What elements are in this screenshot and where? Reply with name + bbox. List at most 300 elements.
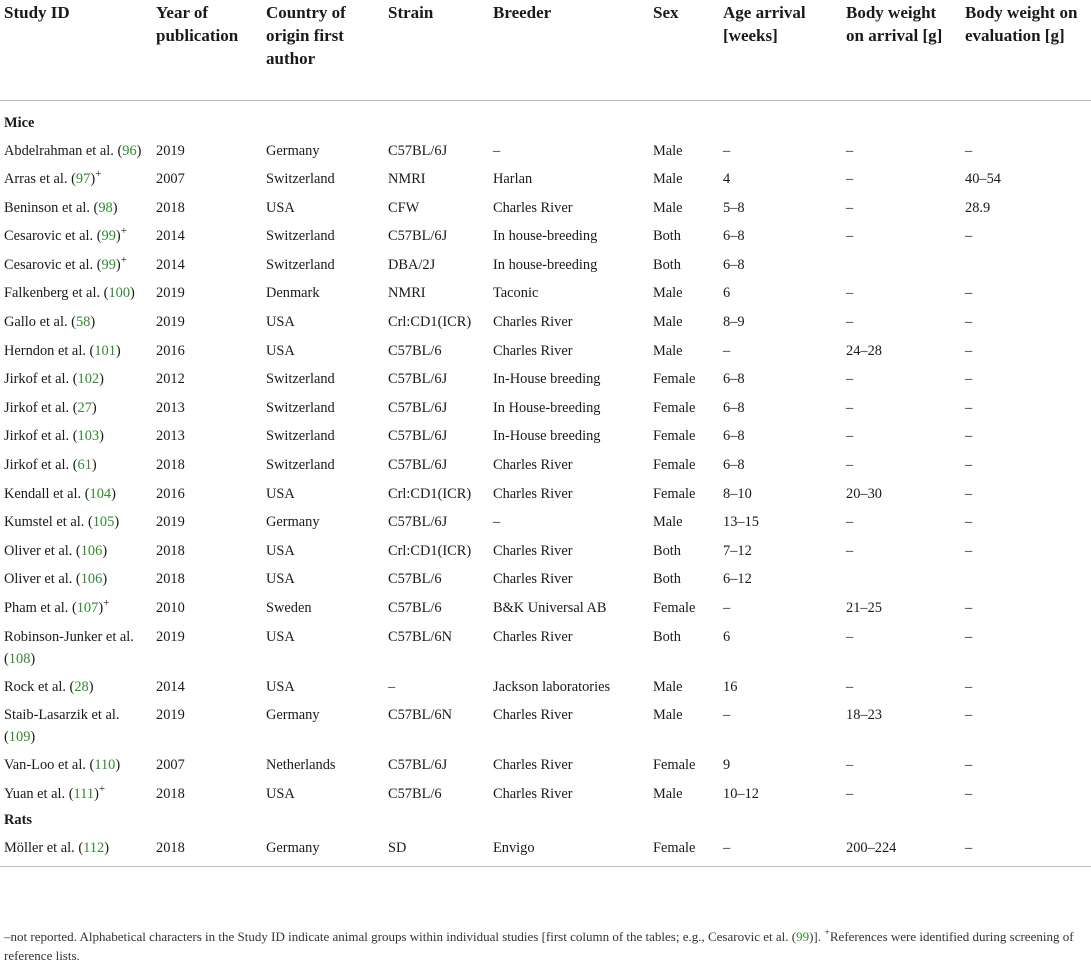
table-cell: – bbox=[846, 428, 854, 445]
table-cell: USA bbox=[266, 314, 295, 331]
table-cell: Male bbox=[653, 199, 683, 216]
study-author: Staib-Lasarzik et al. bbox=[4, 707, 120, 724]
study-id-cell: Beninson et al. (98) bbox=[4, 199, 118, 216]
study-author: Jirkof et al. bbox=[4, 371, 70, 388]
table-row bbox=[0, 448, 1091, 477]
table-cell: Both bbox=[653, 228, 681, 245]
table-cell: – bbox=[965, 314, 973, 331]
table-cell: Male bbox=[653, 342, 683, 359]
table-cell: – bbox=[846, 514, 854, 531]
reference-link[interactable]: 104 bbox=[89, 485, 112, 502]
study-id-cell: Kendall et al. (104) bbox=[4, 485, 116, 502]
reference-link[interactable]: 106 bbox=[80, 542, 103, 559]
table-cell: 6–8 bbox=[723, 399, 745, 416]
table-cell: In house-breeding bbox=[493, 228, 598, 245]
table-cell: USA bbox=[266, 342, 295, 359]
reference-link[interactable]: 103 bbox=[77, 428, 100, 445]
table-cell: Female bbox=[653, 457, 696, 474]
study-author: Jirkof et al. bbox=[4, 457, 70, 474]
table-cell: 24–28 bbox=[846, 342, 882, 359]
table-row bbox=[0, 534, 1091, 563]
table-cell: 2016 bbox=[156, 342, 185, 359]
table-header bbox=[0, 0, 1091, 100]
table-cell: – bbox=[723, 342, 731, 359]
table-cell: Crl:CD1(ICR) bbox=[388, 314, 472, 331]
study-author: Falkenberg et al. bbox=[4, 285, 101, 302]
study-author: Oliver et al. bbox=[4, 571, 73, 588]
table-cell: 9 bbox=[723, 757, 731, 774]
table-cell: C57BL/6J bbox=[388, 428, 448, 445]
table-cell: Germany bbox=[262, 831, 384, 866]
reference-link[interactable]: 101 bbox=[94, 342, 116, 359]
table-cell: USA bbox=[266, 485, 295, 502]
table-cell bbox=[961, 248, 1091, 277]
table-cell: – bbox=[846, 785, 854, 802]
table-cell: – bbox=[965, 142, 973, 159]
table-row bbox=[0, 134, 1091, 163]
table-cell: In house-breeding bbox=[493, 256, 598, 273]
table-cell: – bbox=[965, 399, 973, 416]
table-cell: – bbox=[965, 707, 973, 724]
table-cell: – bbox=[965, 285, 973, 302]
study-author: Pham et al. bbox=[4, 600, 69, 616]
table-cell: 6–8 bbox=[723, 228, 745, 245]
table-cell: Male bbox=[653, 285, 683, 302]
column-header: Age arrival [weeks] bbox=[719, 0, 842, 100]
table-cell: 2014 bbox=[156, 228, 185, 245]
table-row bbox=[0, 191, 1091, 220]
table-cell: In House-breeding bbox=[493, 399, 601, 416]
table-cell: – bbox=[846, 628, 854, 645]
footnote-reference-link[interactable]: 99 bbox=[796, 929, 810, 944]
table-cell: Charles River bbox=[493, 628, 573, 645]
plus-marker: + bbox=[103, 597, 110, 610]
table-cell: – bbox=[965, 628, 973, 645]
table-cell: Both bbox=[653, 542, 681, 559]
study-id-cell: Falkenberg et al. (100) bbox=[4, 285, 135, 302]
reference-link[interactable]: 99 bbox=[101, 256, 116, 273]
column-header: Body weight on arrival [g] bbox=[842, 0, 961, 100]
table-cell: C57BL/6N bbox=[388, 628, 452, 645]
study-id-cell: Herndon et al. (101) bbox=[4, 342, 121, 359]
table-cell: – bbox=[846, 399, 854, 416]
table-cell: Charles River bbox=[493, 571, 573, 588]
table-cell: 2013 bbox=[156, 428, 185, 445]
table-cell: 2016 bbox=[156, 485, 185, 502]
table-cell: Both bbox=[653, 571, 681, 588]
study-author: Kendall et al. bbox=[4, 485, 82, 502]
table-cell: Female bbox=[653, 428, 696, 445]
table-cell: In-House breeding bbox=[493, 428, 601, 445]
table-cell: 2019 bbox=[156, 514, 185, 531]
table-cell: – bbox=[846, 228, 854, 245]
table-cell: C57BL/6N bbox=[388, 707, 452, 724]
table-cell: C57BL/6 bbox=[388, 342, 442, 359]
table-cell: – bbox=[965, 457, 973, 474]
table-cell: NMRI bbox=[388, 171, 426, 188]
table-cell: 2018 bbox=[156, 457, 185, 474]
column-header: Breeder bbox=[489, 0, 649, 100]
study-author: Möller et al. bbox=[4, 840, 75, 857]
table-cell: Switzerland bbox=[266, 371, 335, 388]
study-author: Cesarovic et al. bbox=[4, 256, 94, 273]
plus-marker: + bbox=[95, 168, 102, 181]
table-cell: – bbox=[965, 785, 973, 802]
table-cell: Switzerland bbox=[266, 228, 335, 245]
table-cell: CFW bbox=[388, 199, 420, 216]
section-label: Mice bbox=[4, 114, 35, 131]
table-cell: 10–12 bbox=[723, 785, 759, 802]
table-cell: – bbox=[965, 371, 973, 388]
study-author: Abdelrahman et al. bbox=[4, 142, 114, 159]
table-cell: – bbox=[719, 831, 842, 866]
study-author: Herndon et al. bbox=[4, 342, 86, 359]
study-author: Jirkof et al. bbox=[4, 428, 70, 445]
table-cell: 16 bbox=[723, 678, 738, 695]
reference-link[interactable]: 105 bbox=[92, 514, 115, 531]
study-id-cell: Rock et al. (28) bbox=[4, 678, 94, 695]
table-cell: – bbox=[846, 757, 854, 774]
table-cell: 7–12 bbox=[723, 542, 752, 559]
reference-link[interactable]: 97 bbox=[75, 171, 91, 188]
footnote-text-2: )]. bbox=[809, 929, 825, 944]
table-cell: Switzerland bbox=[266, 399, 335, 416]
table-row bbox=[0, 670, 1091, 699]
table-cell: Female bbox=[653, 600, 696, 616]
table-cell: Male bbox=[653, 785, 683, 802]
table-row bbox=[0, 276, 1091, 305]
table-cell: Charles River bbox=[493, 785, 573, 802]
table-cell: C57BL/6J bbox=[388, 399, 448, 416]
reference-link[interactable]: 27 bbox=[77, 399, 92, 416]
study-id-cell: Jirkof et al. (103) bbox=[4, 428, 104, 445]
table-cell: – bbox=[961, 831, 1091, 866]
table-cell: B&K Universal AB bbox=[493, 600, 607, 616]
study-author: Yuan et al. bbox=[4, 785, 66, 802]
plus-marker: + bbox=[120, 254, 127, 267]
table-cell: – bbox=[965, 757, 973, 774]
reference-link[interactable]: 58 bbox=[75, 314, 91, 331]
table-cell: – bbox=[493, 514, 501, 531]
table-cell: 13–15 bbox=[723, 514, 759, 531]
study-id-cell: Jirkof et al. (27) bbox=[4, 399, 97, 416]
footnote-text-1: –not reported. Alphabetical characters in the Study ID indicate animal groups within individual studies [first column of the tables; e.g., Cesarovic et al. ( bbox=[4, 929, 797, 944]
table-cell: – bbox=[965, 514, 973, 531]
table-cell: Taconic bbox=[493, 285, 539, 302]
table-cell: USA bbox=[266, 542, 295, 559]
table-cell: C57BL/6 bbox=[388, 600, 442, 616]
table-cell: 6–8 bbox=[723, 371, 745, 388]
table-row bbox=[0, 505, 1091, 534]
table-cell: – bbox=[388, 678, 396, 695]
study-id-cell: Oliver et al. (106) bbox=[4, 542, 108, 559]
table-cell: – bbox=[846, 285, 854, 302]
table-cell: Female bbox=[653, 399, 696, 416]
table-cell: 20–30 bbox=[846, 485, 882, 502]
reference-link[interactable]: 96 bbox=[122, 142, 137, 159]
study-author: Robinson-Junker et al. bbox=[4, 628, 134, 645]
section-row bbox=[0, 805, 1091, 831]
table-cell: 2018 bbox=[152, 831, 262, 866]
reference-link[interactable]: 109 bbox=[8, 729, 31, 746]
table-row bbox=[0, 698, 1091, 748]
table-cell: In-House breeding bbox=[493, 371, 601, 388]
table-row bbox=[0, 162, 1091, 191]
footnote-text-3: References were identified during screening of reference lists. bbox=[4, 929, 1074, 963]
table-cell: Charles River bbox=[493, 314, 573, 331]
reference-link[interactable]: 107 bbox=[76, 600, 99, 616]
table-cell: Female bbox=[653, 757, 696, 774]
reference-link[interactable]: 112 bbox=[83, 840, 105, 857]
table-cell: USA bbox=[266, 678, 295, 695]
table-cell: Crl:CD1(ICR) bbox=[388, 542, 472, 559]
study-author: Oliver et al. bbox=[4, 542, 73, 559]
table-cell: Charles River bbox=[493, 707, 573, 724]
table-cell: C57BL/6J bbox=[388, 142, 448, 159]
table-cell: 8–10 bbox=[723, 485, 752, 502]
study-author: Van-Loo et al. bbox=[4, 757, 86, 774]
table-row bbox=[0, 477, 1091, 506]
table-cell: – bbox=[965, 228, 973, 245]
table-cell: – bbox=[965, 542, 973, 559]
column-header: Body weight on evaluation [g] bbox=[961, 0, 1091, 100]
table-cell: Germany bbox=[266, 707, 320, 724]
reference-link[interactable]: 28 bbox=[74, 678, 89, 695]
table-cell: C57BL/6J bbox=[388, 228, 448, 245]
study-id-cell: Jirkof et al. (61) bbox=[4, 457, 97, 474]
table-cell: – bbox=[846, 371, 854, 388]
table-cell: C57BL/6 bbox=[388, 571, 442, 588]
table-row bbox=[0, 562, 1091, 591]
column-header: Year of publication bbox=[152, 0, 262, 100]
table-footnote bbox=[4, 927, 1087, 965]
study-id-cell: Yuan et al. (111)+ bbox=[4, 782, 106, 802]
table-cell: Netherlands bbox=[266, 757, 336, 774]
study-id-cell: Cesarovic et al. (99)+ bbox=[4, 225, 127, 245]
table-cell: – bbox=[965, 485, 973, 502]
table-cell: 2012 bbox=[156, 371, 185, 388]
table-cell: 6–8 bbox=[723, 428, 745, 445]
header-row bbox=[0, 0, 1091, 100]
table-cell: Switzerland bbox=[266, 256, 335, 273]
table-row bbox=[0, 777, 1091, 806]
study-id-cell: Möller et al. (112) bbox=[0, 831, 152, 866]
column-header: Sex bbox=[649, 0, 719, 100]
table-cell: 4 bbox=[723, 171, 731, 188]
table-cell: Charles River bbox=[493, 457, 573, 474]
table-cell: Male bbox=[653, 707, 683, 724]
study-author: Arras et al. bbox=[4, 171, 68, 188]
table-cell: Envigo bbox=[489, 831, 649, 866]
table-cell: C57BL/6J bbox=[388, 757, 448, 774]
table-cell: 2019 bbox=[156, 285, 185, 302]
study-id-cell: Jirkof et al. (102) bbox=[4, 371, 104, 388]
table-cell: 6–12 bbox=[723, 571, 752, 588]
table-cell: Switzerland bbox=[266, 457, 335, 474]
study-id-cell: Robinson-Junker et al. (108) bbox=[4, 628, 134, 667]
reference-link[interactable]: 111 bbox=[73, 785, 95, 802]
table-cell: Germany bbox=[266, 514, 320, 531]
plus-marker: + bbox=[98, 782, 106, 795]
study-id-cell: Pham et al. (107)+ bbox=[4, 597, 110, 616]
table-cell: Crl:CD1(ICR) bbox=[388, 485, 472, 502]
reference-link[interactable]: 100 bbox=[108, 285, 131, 302]
table-cell: Charles River bbox=[493, 757, 573, 774]
table-cell: C57BL/6J bbox=[388, 457, 448, 474]
table-cell: Switzerland bbox=[266, 428, 335, 445]
table-cell: Charles River bbox=[493, 199, 573, 216]
study-id-cell: Gallo et al. (58) bbox=[4, 314, 96, 331]
table-cell: Both bbox=[653, 628, 681, 645]
section-label: Rats bbox=[4, 812, 32, 829]
table-cell: 2019 bbox=[156, 142, 185, 159]
table-cell: 2013 bbox=[156, 399, 185, 416]
table-cell: – bbox=[846, 542, 854, 559]
table-cell: 200–224 bbox=[842, 831, 961, 866]
table-row bbox=[0, 391, 1091, 420]
table-cell: Female bbox=[653, 371, 696, 388]
table-cell: – bbox=[723, 142, 731, 159]
table-cell: Male bbox=[653, 514, 683, 531]
table-cell: – bbox=[846, 199, 854, 216]
table-row bbox=[0, 591, 1091, 620]
table-cell: – bbox=[965, 342, 973, 359]
study-id-cell: Oliver et al. (106) bbox=[4, 571, 108, 588]
study-id-cell: Abdelrahman et al. (96) bbox=[4, 142, 142, 159]
table-cell: Female bbox=[649, 831, 719, 866]
table-cell: 8–9 bbox=[723, 314, 745, 331]
table-cell: Harlan bbox=[493, 171, 533, 188]
column-header: Strain bbox=[384, 0, 489, 100]
table-row bbox=[0, 219, 1091, 248]
table-cell: Germany bbox=[266, 142, 320, 159]
reference-link[interactable]: 108 bbox=[8, 650, 31, 667]
table-cell: DBA/2J bbox=[388, 256, 436, 273]
table-cell: Female bbox=[653, 485, 696, 502]
table-cell: Both bbox=[653, 256, 681, 273]
footnote-plus-marker: + bbox=[824, 927, 830, 939]
table-cell: 40–54 bbox=[965, 171, 1001, 188]
table-row bbox=[0, 305, 1091, 334]
table-cell: Male bbox=[653, 171, 683, 188]
column-header: Study ID bbox=[0, 0, 152, 100]
table-row bbox=[0, 748, 1091, 777]
table-cell: 2014 bbox=[156, 678, 185, 695]
study-id-cell: Van-Loo et al. (110) bbox=[4, 757, 121, 774]
reference-link[interactable]: 61 bbox=[77, 457, 92, 474]
table-cell: SD bbox=[384, 831, 489, 866]
table-cell: USA bbox=[266, 785, 295, 802]
table-cell: USA bbox=[266, 199, 295, 216]
table-cell: 2010 bbox=[156, 600, 185, 616]
table-cell: Jackson laboratories bbox=[493, 678, 611, 695]
table-cell: USA bbox=[266, 628, 295, 645]
reference-link[interactable]: 110 bbox=[94, 757, 116, 774]
table-cell: – bbox=[723, 707, 731, 724]
study-author: Rock et al. bbox=[4, 678, 66, 695]
table-cell: – bbox=[493, 142, 501, 159]
table-row bbox=[0, 419, 1091, 448]
table-cell: 2007 bbox=[156, 757, 185, 774]
table-row bbox=[0, 362, 1091, 391]
table-cell bbox=[842, 562, 961, 591]
table-cell: 6–8 bbox=[723, 457, 745, 474]
study-id-cell: Staib-Lasarzik et al. (109) bbox=[4, 707, 120, 746]
plus-marker: + bbox=[120, 225, 127, 238]
table-cell: – bbox=[846, 457, 854, 474]
table-cell bbox=[842, 248, 961, 277]
table-cell: 2019 bbox=[156, 314, 185, 331]
table-cell: Switzerland bbox=[266, 171, 335, 188]
table-cell: C57BL/6J bbox=[388, 514, 448, 531]
table-cell: 2018 bbox=[156, 571, 185, 588]
table-cell: – bbox=[846, 678, 854, 695]
table-cell: 6 bbox=[723, 628, 731, 645]
table-cell: 6–8 bbox=[723, 256, 745, 273]
table-cell: 2018 bbox=[156, 785, 185, 802]
table-cell: Male bbox=[653, 142, 683, 159]
table-cell: USA bbox=[266, 571, 295, 588]
study-author: Kumstel et al. bbox=[4, 514, 85, 531]
study-author: Jirkof et al. bbox=[4, 399, 70, 416]
table-cell: 2007 bbox=[156, 171, 185, 188]
table-cell: – bbox=[965, 428, 973, 445]
table-cell: 6 bbox=[723, 285, 731, 302]
table-cell: Male bbox=[653, 678, 683, 695]
reference-link[interactable]: 102 bbox=[77, 371, 100, 388]
study-author: Beninson et al. bbox=[4, 199, 90, 216]
table-row bbox=[0, 334, 1091, 363]
reference-link[interactable]: 98 bbox=[98, 199, 113, 216]
table-cell: 2014 bbox=[156, 256, 185, 273]
study-id-cell: Cesarovic et al. (99)+ bbox=[4, 254, 127, 273]
table-cell: NMRI bbox=[388, 285, 426, 302]
table-cell: – bbox=[723, 600, 731, 616]
table-cell: Denmark bbox=[266, 285, 320, 302]
table-cell: 5–8 bbox=[723, 199, 745, 216]
reference-link[interactable]: 99 bbox=[101, 228, 116, 245]
table-cell: Charles River bbox=[493, 485, 573, 502]
study-id-cell: Arras et al. (97)+ bbox=[4, 168, 102, 188]
table-cell: 28.9 bbox=[965, 199, 991, 216]
table-row bbox=[0, 620, 1091, 670]
table-cell: – bbox=[965, 600, 973, 616]
table-cell: 2019 bbox=[156, 628, 185, 645]
table-cell: C57BL/6 bbox=[388, 785, 442, 802]
section-row bbox=[0, 100, 1091, 134]
table-cell: 21–25 bbox=[846, 600, 882, 616]
table-cell: – bbox=[965, 678, 973, 695]
table-cell: Charles River bbox=[493, 342, 573, 359]
table-cell: Sweden bbox=[266, 600, 312, 616]
table-cell: – bbox=[846, 314, 854, 331]
study-author: Cesarovic et al. bbox=[4, 228, 94, 245]
table-cell bbox=[961, 562, 1091, 591]
study-id-cell: Kumstel et al. (105) bbox=[4, 514, 120, 531]
table-cell: Charles River bbox=[493, 542, 573, 559]
table-cell: – bbox=[846, 142, 854, 159]
reference-link[interactable]: 106 bbox=[80, 571, 103, 588]
table-cell: Male bbox=[653, 314, 683, 331]
column-header: Country of origin first author bbox=[262, 0, 384, 100]
table-row bbox=[0, 248, 1091, 277]
table-cell: C57BL/6J bbox=[388, 371, 448, 388]
study-author: Gallo et al. bbox=[4, 314, 68, 331]
table-cell: 2019 bbox=[156, 707, 185, 724]
table-cell: 2018 bbox=[156, 542, 185, 559]
table-cell: 18–23 bbox=[846, 707, 882, 724]
table-cell: – bbox=[846, 171, 854, 188]
